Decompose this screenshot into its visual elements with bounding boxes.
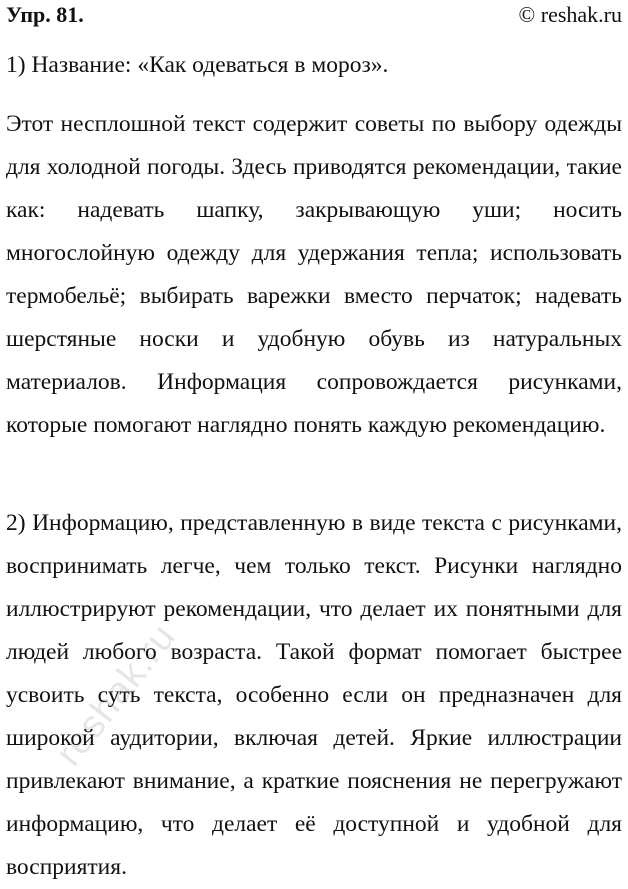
answer-explanation-paragraph: 2) Информацию, представленную в виде текста с рисунками, воспринимать легче, чем только текст. Рисунки наглядно иллюстрируют рекомендации, что делает их понятными для людей любого возраста. Такой формат помогает быстрее усвоить суть текста, особенно если он предназначен для широкой аудитории, включая детей. Яркие иллюстрации привлекают внимание, а краткие пояснения не перегружают информацию, что делает её доступной и удобной для восприятия. (6, 510, 622, 880)
watermark: reshak.ru (48, 616, 185, 774)
answer-description-paragraph: Этот несплошной текст содержит советы по выбору одежды для холодной погоды. Здесь приводятся рекомендации, такие как: надевать шапку, закрывающую уши; носить многослойную одежду для удержания тепла; использовать термобельё; выбирать варежки вместо перчаток; надевать шерстяные носки и удобную обувь из натуральных материалов. Информация сопровождается рисунками, которые помогают наглядно понять каждую рекомендацию. (6, 111, 622, 438)
page-header (0, 0, 628, 30)
exercise-title: Упр. 81. (6, 2, 84, 27)
copyright-label: © reshak.ru (518, 2, 622, 27)
answer-title-paragraph: 1) Название: «Как одеваться в мороз». (6, 52, 389, 78)
